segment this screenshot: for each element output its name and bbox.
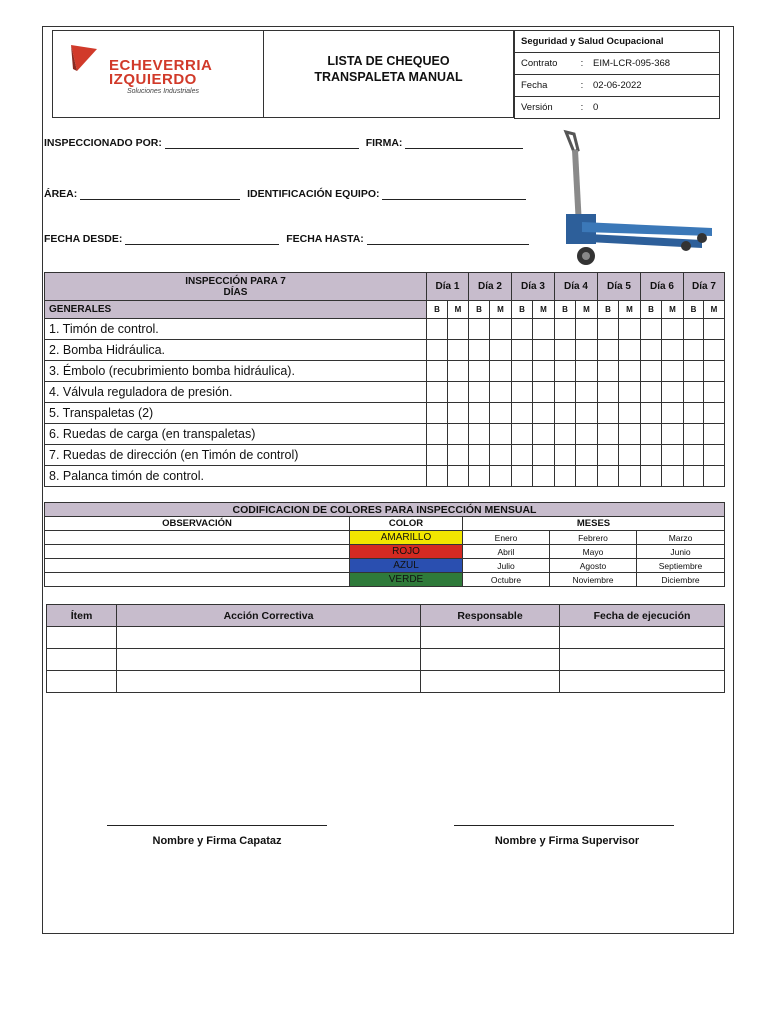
check-cell[interactable]: [469, 466, 490, 487]
check-cell[interactable]: [469, 319, 490, 340]
action-cell[interactable]: [560, 649, 725, 671]
meta-label: Contrato: [515, 53, 578, 75]
equipment-id-field[interactable]: [382, 188, 526, 200]
check-cell[interactable]: [469, 340, 490, 361]
check-cell[interactable]: [490, 466, 512, 487]
check-cell[interactable]: [490, 403, 512, 424]
check-cell[interactable]: [448, 445, 469, 466]
check-cell[interactable]: [490, 382, 512, 403]
check-cell[interactable]: [512, 340, 533, 361]
bm-header-m: M: [490, 301, 512, 319]
check-cell[interactable]: [662, 424, 684, 445]
check-cell[interactable]: [662, 382, 684, 403]
color-code-row: [45, 545, 725, 559]
signature-field[interactable]: [405, 137, 523, 149]
check-cell[interactable]: [555, 361, 576, 382]
month-cell: Enero: [463, 531, 550, 545]
check-cell[interactable]: [598, 466, 619, 487]
action-cell[interactable]: [117, 649, 421, 671]
check-cell[interactable]: [704, 340, 725, 361]
action-row: [47, 627, 725, 649]
inspection-row: [45, 340, 725, 361]
check-cell[interactable]: [576, 466, 598, 487]
bm-header-b: B: [684, 301, 704, 319]
check-cell[interactable]: [469, 403, 490, 424]
check-cell[interactable]: [641, 361, 662, 382]
check-cell[interactable]: [598, 319, 619, 340]
check-cell[interactable]: [619, 466, 641, 487]
month-cell: Mayo: [550, 545, 637, 559]
check-cell[interactable]: [533, 319, 555, 340]
check-cell[interactable]: [512, 424, 533, 445]
inspection-item-label: 2. Bomba Hidráulica.: [45, 340, 427, 361]
supervisor-signature-line[interactable]: [454, 825, 674, 826]
check-cell[interactable]: [427, 382, 448, 403]
action-cell[interactable]: [47, 649, 117, 671]
inspection-item-label: 5. Transpaletas (2): [45, 403, 427, 424]
inspection-row: [45, 361, 725, 382]
equipment-id-label: IDENTIFICACIÓN EQUIPO:: [247, 188, 380, 200]
check-cell[interactable]: [704, 445, 725, 466]
observation-header: OBSERVACIÓN: [45, 517, 350, 531]
color-swatch: AMARILLO: [350, 531, 463, 545]
foreman-signature-label: Nombre y Firma Capataz: [152, 835, 282, 847]
check-cell[interactable]: [427, 424, 448, 445]
month-cell: Febrero: [550, 531, 637, 545]
actions-header-action: Acción Correctiva: [117, 605, 421, 627]
bm-header-m: M: [533, 301, 555, 319]
title-line-1: LISTA DE CHEQUEO: [327, 54, 450, 68]
check-cell[interactable]: [576, 403, 598, 424]
check-cell[interactable]: [619, 445, 641, 466]
check-cell[interactable]: [448, 340, 469, 361]
inspection-item-label: 6. Ruedas de carga (en transpaletas): [45, 424, 427, 445]
color-code-row: [45, 531, 725, 545]
check-cell[interactable]: [598, 382, 619, 403]
check-cell[interactable]: [448, 361, 469, 382]
check-cell[interactable]: [469, 424, 490, 445]
actions-header-item: Ítem: [47, 605, 117, 627]
color-swatch: VERDE: [350, 573, 463, 587]
check-cell[interactable]: [555, 466, 576, 487]
bm-header-m: M: [704, 301, 725, 319]
check-cell[interactable]: [576, 361, 598, 382]
day-header: Día 5: [598, 273, 641, 301]
bm-header-b: B: [427, 301, 448, 319]
action-cell[interactable]: [117, 627, 421, 649]
inspected-by-label: INSPECCIONADO POR:: [44, 137, 162, 149]
check-cell[interactable]: [555, 424, 576, 445]
document-meta: [514, 30, 720, 118]
action-cell[interactable]: [421, 627, 560, 649]
check-cell[interactable]: [619, 403, 641, 424]
month-cell: Abril: [463, 545, 550, 559]
bm-header-m: M: [448, 301, 469, 319]
inspection-item-label: 7. Ruedas de dirección (en Timón de control): [45, 445, 427, 466]
area-row: [44, 188, 526, 200]
inspection-header-line-2: DÍAS: [223, 286, 248, 298]
check-cell[interactable]: [704, 361, 725, 382]
check-cell[interactable]: [662, 466, 684, 487]
check-cell[interactable]: [533, 466, 555, 487]
check-cell[interactable]: [641, 445, 662, 466]
check-cell[interactable]: [619, 340, 641, 361]
check-cell[interactable]: [555, 319, 576, 340]
action-cell[interactable]: [560, 627, 725, 649]
check-cell[interactable]: [704, 382, 725, 403]
check-cell[interactable]: [469, 445, 490, 466]
check-cell[interactable]: [576, 424, 598, 445]
check-cell[interactable]: [490, 445, 512, 466]
foreman-signature-line[interactable]: [107, 825, 327, 826]
meta-label: Versión: [515, 97, 578, 119]
action-cell[interactable]: [560, 671, 725, 693]
action-row: [47, 671, 725, 693]
action-row: [47, 649, 725, 671]
action-cell[interactable]: [117, 671, 421, 693]
company-name-2: IZQUIERDO: [109, 71, 197, 88]
actions-header-responsible: Responsable: [421, 605, 560, 627]
check-cell[interactable]: [448, 466, 469, 487]
action-cell[interactable]: [47, 627, 117, 649]
check-cell[interactable]: [555, 403, 576, 424]
check-cell[interactable]: [662, 445, 684, 466]
bm-header-b: B: [512, 301, 533, 319]
color-code-title: CODIFICACION DE COLORES PARA INSPECCIÓN MENSUAL: [45, 503, 725, 517]
bm-header-m: M: [662, 301, 684, 319]
day-header: Día 6: [641, 273, 684, 301]
check-cell[interactable]: [684, 361, 704, 382]
date-from-label: FECHA DESDE:: [44, 233, 123, 245]
check-cell[interactable]: [704, 466, 725, 487]
check-cell[interactable]: [512, 361, 533, 382]
check-cell[interactable]: [490, 361, 512, 382]
check-cell[interactable]: [662, 361, 684, 382]
check-cell[interactable]: [512, 382, 533, 403]
check-cell[interactable]: [598, 361, 619, 382]
day-header: Día 1: [427, 273, 469, 301]
check-cell[interactable]: [469, 361, 490, 382]
check-cell[interactable]: [704, 403, 725, 424]
month-cell: Diciembre: [637, 573, 725, 587]
check-cell[interactable]: [662, 319, 684, 340]
inspection-row: [45, 466, 725, 487]
date-from-field[interactable]: [125, 233, 279, 245]
check-cell[interactable]: [684, 424, 704, 445]
meta-sep: :: [577, 97, 587, 119]
bm-header-b: B: [469, 301, 490, 319]
check-cell[interactable]: [555, 382, 576, 403]
actions-header-date: Fecha de ejecución: [560, 605, 725, 627]
check-cell[interactable]: [427, 361, 448, 382]
check-cell[interactable]: [641, 466, 662, 487]
check-cell[interactable]: [576, 319, 598, 340]
check-cell[interactable]: [576, 382, 598, 403]
check-cell[interactable]: [576, 340, 598, 361]
inspection-item-label: 4. Válvula reguladora de presión.: [45, 382, 427, 403]
company-tagline: Soluciones Industriales: [127, 88, 199, 95]
check-cell[interactable]: [533, 382, 555, 403]
date-to-label: FECHA HASTA:: [286, 233, 364, 245]
bm-header-b: B: [598, 301, 619, 319]
check-cell[interactable]: [684, 445, 704, 466]
check-cell[interactable]: [448, 403, 469, 424]
check-cell[interactable]: [684, 319, 704, 340]
check-cell[interactable]: [704, 319, 725, 340]
meta-sep: :: [577, 53, 587, 75]
check-cell[interactable]: [576, 445, 598, 466]
document-title: [264, 30, 514, 118]
check-cell[interactable]: [598, 424, 619, 445]
date-row: [44, 233, 529, 245]
action-cell[interactable]: [421, 649, 560, 671]
check-cell[interactable]: [448, 424, 469, 445]
bm-header-b: B: [641, 301, 662, 319]
supervisor-signature-label: Nombre y Firma Supervisor: [494, 835, 640, 847]
inspection-row: [45, 382, 725, 403]
meta-sep: :: [577, 75, 587, 97]
area-field[interactable]: [80, 188, 240, 200]
day-header: Día 4: [555, 273, 598, 301]
meta-contract-value: EIM-LCR-095-368: [587, 53, 720, 75]
check-cell[interactable]: [533, 340, 555, 361]
inspection-row: [45, 424, 725, 445]
check-cell[interactable]: [598, 403, 619, 424]
check-cell[interactable]: [448, 319, 469, 340]
check-cell[interactable]: [490, 424, 512, 445]
check-cell[interactable]: [469, 382, 490, 403]
logo-icon: [69, 43, 99, 73]
check-cell[interactable]: [533, 403, 555, 424]
company-name-1: ECHEVERRIA: [109, 57, 213, 74]
inspection-item-label: 3. Émbolo (recubrimiento bomba hidráulica).: [45, 361, 427, 382]
check-cell[interactable]: [641, 424, 662, 445]
check-cell[interactable]: [512, 466, 533, 487]
action-cell[interactable]: [421, 671, 560, 693]
check-cell[interactable]: [662, 340, 684, 361]
check-cell[interactable]: [512, 319, 533, 340]
observation-cell[interactable]: [45, 573, 350, 587]
observation-cell[interactable]: [45, 559, 350, 573]
check-cell[interactable]: [427, 403, 448, 424]
check-cell[interactable]: [684, 466, 704, 487]
inspection-row: [45, 445, 725, 466]
check-cell[interactable]: [427, 466, 448, 487]
title-line-2: TRANSPALETA MANUAL: [314, 70, 463, 84]
inspection-table: [44, 272, 724, 487]
month-cell: Julio: [463, 559, 550, 573]
month-cell: Noviembre: [550, 573, 637, 587]
check-cell[interactable]: [641, 340, 662, 361]
inspection-row: [45, 403, 725, 424]
check-cell[interactable]: [490, 340, 512, 361]
month-cell: Octubre: [463, 573, 550, 587]
check-cell[interactable]: [619, 361, 641, 382]
check-cell[interactable]: [619, 424, 641, 445]
check-cell[interactable]: [533, 361, 555, 382]
color-code-row: [45, 573, 725, 587]
color-swatch: ROJO: [350, 545, 463, 559]
check-cell[interactable]: [512, 445, 533, 466]
meta-version-value: 0: [587, 97, 720, 119]
check-cell[interactable]: [512, 403, 533, 424]
color-code-row: [45, 559, 725, 573]
observation-cell[interactable]: [45, 531, 350, 545]
inspected-by-field[interactable]: [165, 137, 359, 149]
color-code-table: [44, 502, 724, 587]
inspection-row: [45, 319, 725, 340]
action-cell[interactable]: [47, 671, 117, 693]
inspection-header-line-1: INSPECCIÓN PARA 7: [185, 275, 286, 287]
months-header: MESES: [463, 517, 725, 531]
check-cell[interactable]: [490, 319, 512, 340]
check-cell[interactable]: [641, 403, 662, 424]
observation-cell[interactable]: [45, 545, 350, 559]
month-cell: Junio: [637, 545, 725, 559]
area-label: ÁREA:: [44, 188, 78, 200]
month-cell: Agosto: [550, 559, 637, 573]
pallet-jack-image: [552, 128, 718, 270]
check-cell[interactable]: [619, 319, 641, 340]
inspection-item-label: 1. Timón de control.: [45, 319, 427, 340]
check-cell[interactable]: [448, 382, 469, 403]
day-header: Día 7: [684, 273, 725, 301]
meta-header: Seguridad y Salud Ocupacional: [515, 31, 720, 53]
month-cell: Marzo: [637, 531, 725, 545]
meta-label: Fecha: [515, 75, 578, 97]
check-cell[interactable]: [641, 319, 662, 340]
check-cell[interactable]: [619, 382, 641, 403]
bm-header-b: B: [555, 301, 576, 319]
bm-header-m: M: [619, 301, 641, 319]
check-cell[interactable]: [704, 424, 725, 445]
color-header: COLOR: [350, 517, 463, 531]
check-cell[interactable]: [598, 445, 619, 466]
check-cell[interactable]: [684, 382, 704, 403]
check-cell[interactable]: [427, 340, 448, 361]
check-cell[interactable]: [598, 340, 619, 361]
month-cell: Septiembre: [637, 559, 725, 573]
inspected-by-row: [44, 137, 523, 149]
check-cell[interactable]: [684, 403, 704, 424]
check-cell[interactable]: [555, 340, 576, 361]
check-cell[interactable]: [533, 445, 555, 466]
inspection-item-label: 8. Palanca timón de control.: [45, 466, 427, 487]
signature-label: FIRMA:: [365, 137, 403, 149]
day-header: Día 3: [512, 273, 555, 301]
check-cell[interactable]: [427, 319, 448, 340]
check-cell[interactable]: [641, 382, 662, 403]
check-cell[interactable]: [555, 445, 576, 466]
meta-date-value: 02-06-2022: [587, 75, 720, 97]
inspection-header: [45, 273, 427, 301]
corrective-actions-table: [46, 604, 724, 693]
date-to-field[interactable]: [367, 233, 529, 245]
generals-header: GENERALES: [45, 301, 427, 319]
bm-header-m: M: [576, 301, 598, 319]
check-cell[interactable]: [427, 445, 448, 466]
company-logo-box: [52, 30, 264, 118]
check-cell[interactable]: [533, 424, 555, 445]
check-cell[interactable]: [684, 340, 704, 361]
color-swatch: AZUL: [350, 559, 463, 573]
check-cell[interactable]: [662, 403, 684, 424]
day-header: Día 2: [469, 273, 512, 301]
